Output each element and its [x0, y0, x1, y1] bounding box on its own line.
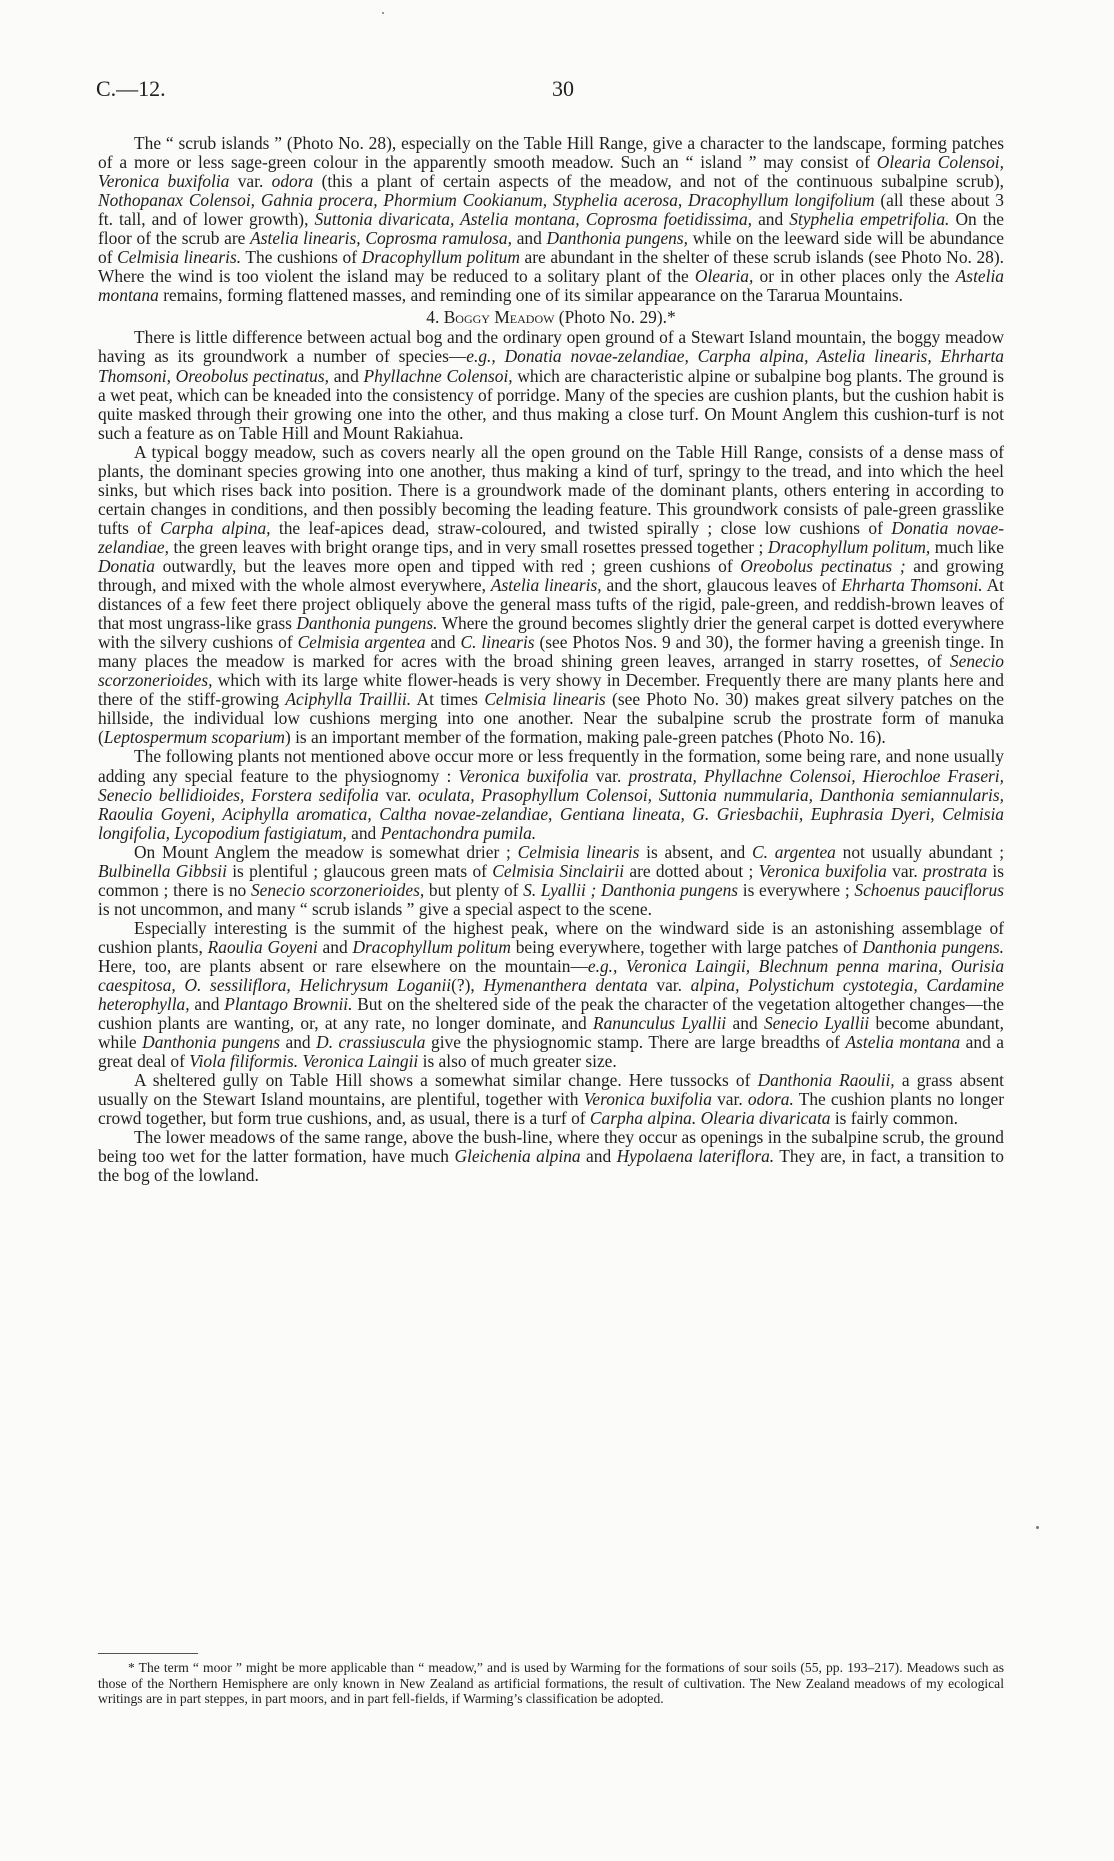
italic-text-run: Oreobolus pectinatus ; — [740, 555, 906, 576]
italic-text-run: Schoenus pauciflorus — [854, 879, 1004, 900]
text-run: var. — [886, 860, 924, 881]
text-run: become abundant, while — [98, 1013, 1004, 1053]
italic-text-run: Veronica Laingii — [302, 1051, 419, 1072]
text-run: are abundant in the shelter of these scrub islands (see Photo No. 28). Where the wind is too violent the island may be reduced to a solitary plant of the — [98, 247, 1005, 287]
text-run: var. — [711, 1089, 748, 1110]
text-run: which are characteristic alpine or subalpine bog plants. The ground is a wet peat, which can be kneaded into the consistency of porridge. Many of the species are cushion plants, but the cushion habit is quite masked through their growing one into the other, and thus making a close turf. On Mount Anglem this cushion-turf is not such a feature as on Table Hill and Mount Rakiahua. — [98, 365, 1005, 443]
text-run: The following plants not mentioned above occur more or less frequently in the formation, some being rare, and none usually adding any special feature to the physiognomy : — [98, 746, 1004, 786]
text-run: On Mount Anglem the meadow is somewhat drier ; — [134, 841, 518, 862]
text-run: and a great deal of — [98, 1032, 1004, 1072]
text-run: But on the sheltered side of the peak the character of the vegetation altogether changes—the cushion plants are wanting, or, at any rate, no longer dominate, and — [98, 994, 1004, 1034]
text-run: At distances of a few feet there project obliquely above the general mass tufts of the rigid, pale-green, and reddish-brown leaves of that most ungrass-like grass — [98, 575, 1005, 634]
text-run: A sheltered gully on Table Hill shows a somewhat similar change. Here tussocks of — [134, 1070, 758, 1091]
text-run: var. — [647, 975, 691, 996]
italic-text-run: Celmisia linearis — [484, 689, 606, 710]
text-run: is fairly common. — [830, 1108, 959, 1129]
text-run: outwardly, but the leaves more open and tipped with red ; green cushions of — [155, 555, 741, 576]
text-run: The “ scrub islands ” (Photo No. 28), especially on the Table Hill Range, give a character to the landscape, forming patches of a more or less sage-green colour in the apparently smooth meadow. Such an “ island ” may consist of — [98, 133, 1004, 173]
italic-text-run: Donatia — [98, 555, 156, 576]
body-paragraph — [98, 328, 1004, 442]
text-run: * The term “ moor ” might be more applicable than “ meadow,” and is used by Warming for the formations of sour soils (55, pp. 193–217). Meadows such as those of the Northern Hemisphere are only known in New Zealand as artificial formations, the result of cultivation. The New Zealand meadows of my ecological writings are in part steppes, in part moors, and in part fell-fields, if Warming’s classification be adopted. — [98, 1660, 1004, 1707]
text-run: Where the ground becomes slightly drier the general carpet is dotted everywhere with the silvery cushions of — [98, 613, 1005, 653]
italic-text-run: Aciphylla Traillii. — [285, 689, 412, 710]
text-run: There is little difference between actual bog and the ordinary open ground of a Stewart Island mountain, the boggy meadow having as its groundwork a number of species— — [98, 327, 1004, 367]
italic-text-run: Danthonia pungens, — [546, 228, 688, 249]
text-run: ) is an important member of the formation, making pale-green patches (Photo No. 16). — [284, 727, 886, 748]
text-run: the green leaves with bright orange tips, and in very small rosettes pressed together ; — [169, 536, 768, 557]
footnote-divider — [98, 1653, 198, 1654]
italic-text-run: Celmisia linearis — [517, 841, 640, 862]
italic-text-run: Dracophyllum politum — [361, 247, 520, 268]
text-run: much like — [930, 536, 1004, 557]
text-run: which with its large white flower-heads is very showy in December. Frequently there are many plants here and there of the stiff-growing — [98, 670, 1004, 710]
italic-text-run: e.g., Veronica Laingii, Blechnum penna marina, Ourisia caespitosa, O. sessiliflora, Helichrysum Loganii — [98, 955, 1005, 996]
text-run: and — [317, 936, 353, 957]
text-run: and — [346, 822, 381, 843]
italic-text-run: Veronica buxifolia — [758, 860, 887, 881]
italic-text-run: Phyllachne Colensoi, — [363, 365, 513, 386]
italic-text-run: Gleichenia alpina — [454, 1146, 581, 1167]
italic-text-run: prostrata — [923, 860, 988, 881]
text-run: var. — [229, 171, 272, 192]
text-run: is everywhere ; — [738, 879, 855, 900]
italic-text-run: Danthonia pungens. — [862, 936, 1005, 957]
text-run: and — [580, 1146, 617, 1167]
italic-text-run: alpina, Polystichum cystotegia, Cardamine heterophylla, — [98, 975, 1004, 1015]
italic-text-run: Suttonia divaricata, Astelia montana, Coprosma foetidissima, — [314, 209, 753, 230]
text-run: and — [328, 365, 364, 386]
text-run: and the short, glaucous leaves of — [601, 575, 842, 596]
italic-text-run: Hymenanthera dentata — [483, 975, 648, 996]
italic-text-run: Hypolaena lateriflora. — [616, 1146, 775, 1167]
italic-text-run: Donatia novae-zelandiae, — [98, 517, 1005, 557]
text-run: or in other places only the — [753, 266, 956, 287]
body-text — [98, 134, 1004, 1186]
section-photo-reference: (Photo No. 29).* — [558, 307, 676, 328]
body-paragraph — [98, 1071, 1004, 1128]
text-run: (?), — [451, 975, 484, 996]
italic-text-run: C. linearis — [460, 632, 535, 653]
text-run: On the floor of the scrub are — [98, 209, 1005, 249]
italic-text-run: Dracophyllum politum, — [767, 536, 931, 557]
italic-text-run: Astelia montana — [98, 266, 1004, 306]
italic-text-run: Danthonia pungens — [142, 1032, 281, 1053]
text-run: is plentiful ; glaucous green mats of — [226, 860, 493, 881]
text-run: are dotted about ; — [624, 860, 759, 881]
body-paragraph — [98, 443, 1004, 748]
italic-text-run: Astelia linearis, Coprosma ramulosa, — [250, 228, 512, 249]
italic-text-run: Leptospermum scoparium — [103, 727, 285, 748]
text-run: is common ; there is no — [98, 860, 1005, 900]
italic-text-run: oculata, Prasophyllum Colensoi, Suttonia nummularia, Danthonia semiannularis, Raoulia Goyeni, Aciphylla aromatica, Caltha novae-zelandiae, Gentiana lineata, G. Griesbachii, Euphrasia Dyeri, Celmisia longifolia, Lycopodium fastigiatum, — [98, 784, 1004, 843]
body-paragraph — [98, 843, 1004, 919]
text-run: and — [726, 1013, 764, 1034]
text-run: and — [425, 632, 461, 653]
section-heading — [98, 307, 1004, 327]
body-paragraph — [98, 134, 1004, 305]
text-run: Especially interesting is the summit of the highest peak, where on the windward side is an astonishing assemblage of cushion plants, — [98, 917, 1004, 957]
text-run: Here, too, are plants absent or rare elsewhere on the mountain— — [98, 955, 588, 976]
italic-text-run: odora — [271, 171, 314, 192]
italic-text-run: Celmisia Sinclairii — [492, 860, 625, 881]
text-run: (all these about 3 ft. tall, and of lower growth), — [98, 190, 1004, 230]
text-run: They are, in fact, a transition to the bog of the lowland. — [98, 1146, 1004, 1186]
italic-text-run: prostrata, Phyllachne Colensoi, Hierochloe Fraseri, Senecio bellidioides, Forstera sedifolia — [98, 765, 1004, 805]
italic-text-run: Veronica buxifolia — [583, 1089, 712, 1110]
italic-text-run: Viola filiformis. — [189, 1051, 299, 1072]
text-run: while on the leeward side will be abundance of — [98, 228, 1004, 268]
text-run: give the physiognomic stamp. There are large breadths of — [425, 1032, 846, 1053]
italic-text-run: Bulbinella Gibbsii — [98, 860, 227, 881]
italic-text-run: S. Lyallii ; Danthonia pungens — [523, 879, 739, 900]
text-run: is also of much greater size. — [418, 1051, 617, 1072]
italic-text-run: Styphelia empetrifolia. — [789, 209, 950, 230]
italic-text-run: D. crassiuscula — [316, 1032, 426, 1053]
italic-text-run: odora. — [747, 1089, 794, 1110]
italic-text-run: Veronica buxifolia — [458, 765, 589, 786]
page-number: 30 — [552, 76, 574, 101]
italic-text-run: Senecio scorzonerioides, — [250, 879, 425, 900]
italic-text-run: Olearia divaricata — [700, 1108, 831, 1129]
text-run: and — [280, 1032, 317, 1053]
text-run: (see Photo No. 30) makes great silvery patches on the hillside, the individual low cushions merging into one another. Near the subalpine scrub the prostrate form of manuka ( — [98, 689, 1004, 748]
text-run: and — [189, 994, 225, 1015]
body-paragraph — [98, 1128, 1004, 1185]
text-run: being everywhere, together with large patches of — [510, 936, 863, 957]
text-run: and growing through, and mixed with the whole almost everywhere, — [98, 555, 1004, 596]
italic-text-run: Olearia, — [694, 266, 754, 287]
text-run: var. — [588, 765, 629, 786]
footnote — [98, 1660, 1004, 1707]
section-title: Boggy Meadow — [443, 307, 555, 328]
body-paragraph — [98, 919, 1004, 1071]
text-run: A typical boggy meadow, such as covers nearly all the open ground on the Table Hill Range, consists of a dense mass of plants, the dominant species growing into one another, thus making a kind of turf, springy to the tread, and into which the heel sinks, but which rises back into position. There is a groundwork made of the dominant plants, others entering in according to certain changes in conditions, and then possibly becoming the leading feature. This groundwork consists of pale-green grasslike tufts of — [98, 441, 1004, 538]
italic-text-run: Olearia Colensoi, Veronica buxifolia — [98, 152, 1004, 192]
text-run: but plenty of — [424, 879, 524, 900]
italic-text-run: Plantago Brownii. — [224, 994, 353, 1015]
scan-dot-mark — [1036, 1526, 1039, 1529]
italic-text-run: Dracophyllum politum — [352, 936, 511, 957]
italic-text-run: Senecio Lyallii — [763, 1013, 870, 1034]
text-run: remains, forming flattened masses, and reminding one of its similar appearance on the Tararua Mountains. — [158, 285, 903, 306]
text-run: (this a plant of certain aspects of the meadow, and not of the continuous subalpine scrub), — [313, 171, 1004, 192]
text-run: and — [511, 228, 547, 249]
footnote-text — [98, 1660, 1004, 1707]
text-run: (see Photos Nos. 9 and 30), the former having a greenish tinge. In many places the meadow is marked for acres with the broad shining green leaves, arranged in starry rosettes, of — [98, 632, 1004, 672]
text-run: not usually abundant ; — [835, 841, 1005, 862]
page-header — [98, 76, 1004, 106]
text-run: and — [752, 209, 790, 230]
italic-text-run: Celmisia linearis. — [117, 247, 242, 268]
scan-dot-mark — [382, 12, 384, 14]
italic-text-run: Celmisia argentea — [297, 632, 426, 653]
italic-text-run: e.g., Donatia novae-zelandiae, Carpha alpina, Astelia linearis, Ehrharta Thomsoni, Oreobolus pectinatus, — [98, 346, 1004, 386]
text-run: is absent, and — [639, 841, 752, 862]
italic-text-run: C. argentea — [751, 841, 836, 862]
italic-text-run: Nothopanax Colensoi, Gahnia procera, Phormium Cookianum, Styphelia acerosa, Dracophyllum longifolium — [98, 190, 875, 211]
text-run: is not uncommon, and many “ scrub islands ” give a special aspect to the scene. — [98, 898, 652, 919]
text-run: a grass absent usually on the Stewart Island mountains, are plentiful, together with — [98, 1070, 1005, 1110]
italic-text-run: Astelia linearis, — [490, 575, 602, 596]
text-run: var. — [378, 784, 419, 805]
italic-text-run: Astelia montana — [845, 1032, 961, 1053]
italic-text-run: Pentachondra pumila. — [380, 822, 537, 843]
italic-text-run: Danthonia pungens. — [296, 613, 438, 634]
body-paragraph — [98, 747, 1004, 842]
italic-text-run: Carpha alpina, — [160, 517, 271, 538]
text-run: At times — [411, 689, 485, 710]
italic-text-run: Carpha alpina. — [589, 1108, 697, 1129]
text-run: The lower meadows of the same range, above the bush-line, where they occur as openings in the subalpine scrub, the ground being too wet for the latter formation, have much — [98, 1127, 1004, 1167]
document-reference: C.—12. — [96, 76, 166, 101]
italic-text-run: Ehrharta Thomsoni. — [841, 575, 983, 596]
italic-text-run: Senecio scorzonerioides, — [98, 651, 1004, 691]
section-number: 4. — [426, 307, 440, 328]
italic-text-run: Raoulia Goyeni — [207, 936, 318, 957]
text-run: The cushion plants no longer crowd together, but form true cushions, and, as usual, there is a turf of — [98, 1089, 1004, 1129]
italic-text-run: Ranunculus Lyallii — [592, 1013, 727, 1034]
text-run: The cushions of — [241, 247, 362, 268]
italic-text-run: Danthonia Raoulii, — [757, 1070, 895, 1091]
text-run: the leaf-apices dead, straw-coloured, and twisted spirally ; close low cushions of — [270, 517, 892, 538]
